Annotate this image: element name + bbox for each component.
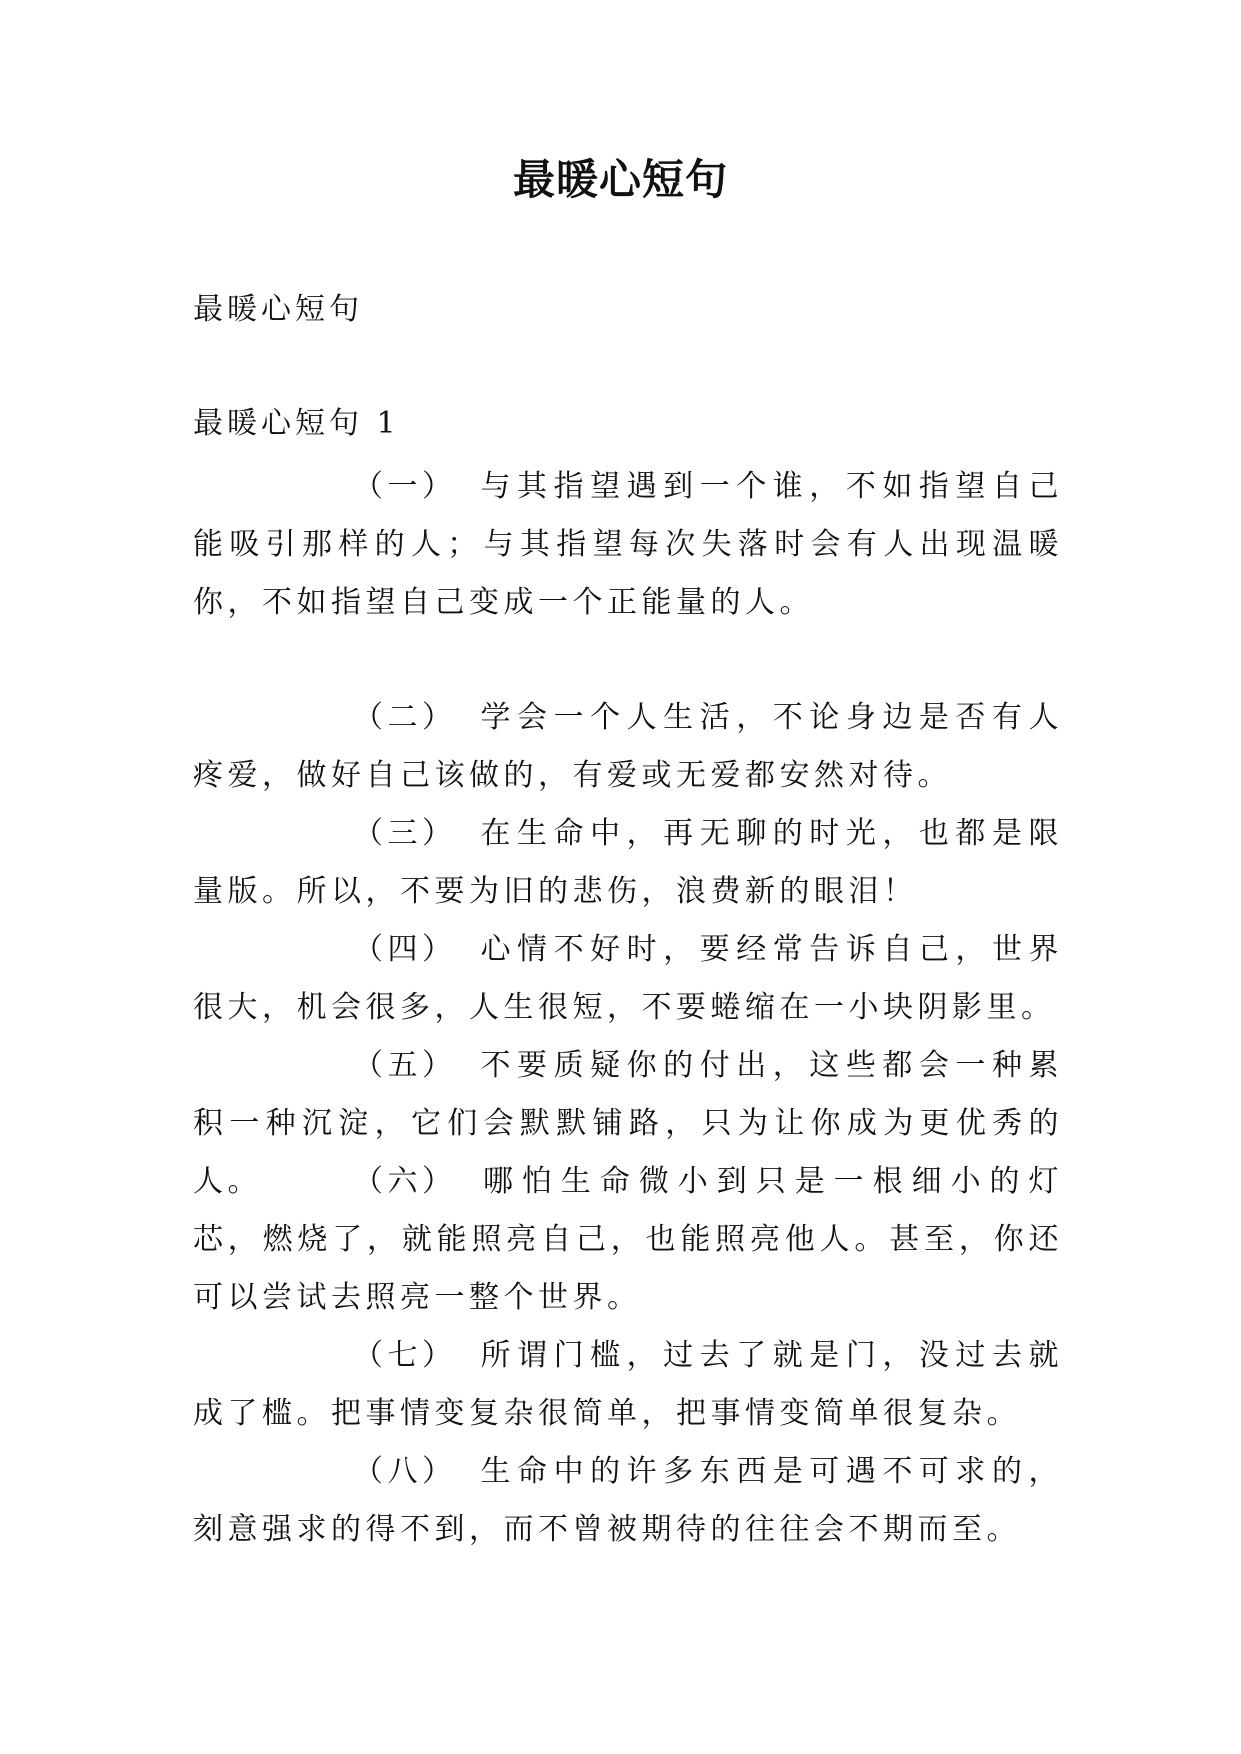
section-heading: 最暖心短句 1 bbox=[193, 406, 400, 441]
document-subtitle: 最暖心短句 bbox=[193, 292, 363, 327]
paragraph-4 bbox=[193, 921, 1063, 1037]
paragraph-text: 生命中的许多东西是可遇不可求的，刻意强求的得不到，而不曾被期待的往往会不期而至。 bbox=[193, 1454, 1063, 1547]
paragraph-marker: （四） bbox=[353, 932, 457, 967]
paragraph-text: 心情不好时，要经常告诉自己，世界很大，机会很多，人生很短，不要蜷缩在一小块阴影里。 bbox=[193, 932, 1063, 1025]
paragraph-6 bbox=[193, 1153, 1063, 1327]
paragraph-text: 与其指望遇到一个谁，不如指望自己能吸引那样的人；与其指望每次失落时会有人出现温暖你，不如指望自己变成一个正能量的人。 bbox=[193, 469, 1063, 620]
paragraph-3 bbox=[193, 805, 1063, 921]
paragraph-marker: （二） bbox=[353, 700, 457, 735]
paragraph-text: 学会一个人生活，不论身边是否有人疼爱，做好自己该做的，有爱或无爱都安然对待。 bbox=[193, 700, 1063, 793]
paragraph-text: 在生命中，再无聊的时光，也都是限量版。所以，不要为旧的悲伤，浪费新的眼泪！ bbox=[193, 816, 1063, 909]
paragraph-7 bbox=[193, 1327, 1063, 1443]
paragraph-marker: （六） bbox=[353, 1164, 457, 1199]
paragraph-marker: （三） bbox=[353, 816, 457, 851]
paragraph-marker: （一） bbox=[353, 469, 457, 504]
paragraph-8 bbox=[193, 1443, 1063, 1559]
paragraph-text: 哪怕生命微小到只是一根细小的灯芯，燃烧了，就能照亮自己，也能照亮他人。甚至，你还可以尝试去照亮一整个世界。 bbox=[193, 1164, 1063, 1315]
paragraph-text: 所谓门槛，过去了就是门，没过去就成了槛。把事情变复杂很简单，把事情变简单很复杂。 bbox=[193, 1338, 1063, 1431]
paragraph-marker: （五） bbox=[353, 1048, 457, 1083]
paragraph-marker: （七） bbox=[353, 1338, 457, 1373]
document-title: 最暖心短句 bbox=[512, 155, 728, 204]
paragraph-marker: （八） bbox=[353, 1454, 457, 1489]
paragraph-text: 不要质疑你的付出，这些都会一种累积一种沉淀，它们会默默铺路，只为让你成为更优秀的人。 bbox=[193, 1048, 1063, 1199]
paragraph-1 bbox=[193, 458, 1063, 632]
paragraph-2 bbox=[193, 689, 1063, 805]
